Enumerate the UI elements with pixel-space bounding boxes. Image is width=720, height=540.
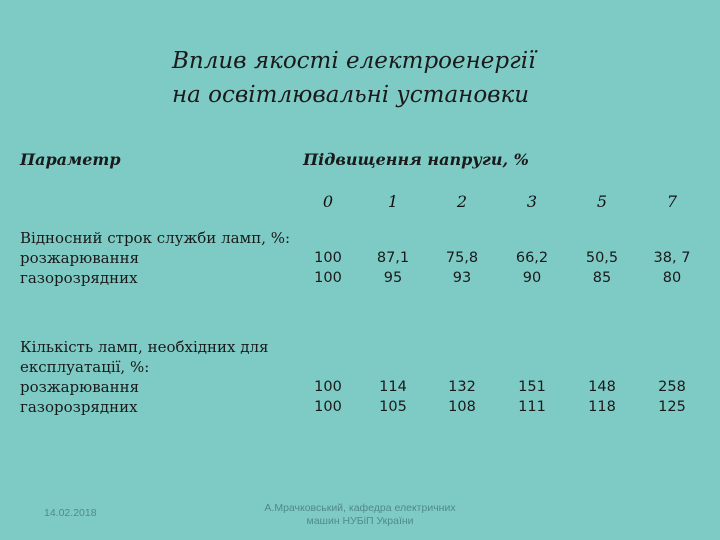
row-label-line: розжарювання xyxy=(20,378,140,396)
cell-discharge: 100 xyxy=(314,399,342,415)
row-label-line: газорозрядних xyxy=(20,398,138,416)
footer-date: 14.02.2018 xyxy=(44,507,97,519)
cell-incandescent: 50,5 xyxy=(585,250,619,266)
cell-discharge: 105 xyxy=(379,399,407,415)
table-cell xyxy=(432,248,492,288)
cell-incandescent: 100 xyxy=(314,250,342,266)
cell-discharge: 93 xyxy=(452,270,472,286)
row-label-line: експлуатації, %: xyxy=(20,358,150,376)
slide-title xyxy=(172,44,535,112)
title-line-2: на освітлювальні установки xyxy=(172,82,530,108)
parameter-header: Параметр xyxy=(20,150,121,169)
table-cell xyxy=(363,248,423,288)
footer-author-line-2: машин НУБіП України xyxy=(306,515,414,527)
table-cell xyxy=(298,377,358,417)
cell-incandescent: 100 xyxy=(314,379,342,395)
column-header-3: 3 xyxy=(526,192,538,211)
cell-discharge: 85 xyxy=(592,270,612,286)
cell-discharge: 95 xyxy=(383,270,403,286)
cell-discharge: 90 xyxy=(522,270,542,286)
cell-discharge: 100 xyxy=(314,270,342,286)
cell-discharge: 111 xyxy=(518,399,546,415)
footer-author xyxy=(240,502,480,528)
cell-incandescent: 38, 7 xyxy=(653,250,691,266)
table-cell xyxy=(502,377,562,417)
table-cell xyxy=(363,377,423,417)
cell-incandescent: 114 xyxy=(379,379,407,395)
cell-discharge: 108 xyxy=(448,399,476,415)
row-label-line: розжарювання xyxy=(20,249,140,267)
footer-author-line-1: А.Мрачковський, кафедра електричних xyxy=(264,502,456,514)
table-cell xyxy=(432,377,492,417)
column-header-2: 2 xyxy=(456,192,468,211)
table-cell xyxy=(572,248,632,288)
cell-incandescent: 87,1 xyxy=(376,250,410,266)
row-label-line: газорозрядних xyxy=(20,269,138,287)
column-header-5: 5 xyxy=(596,192,608,211)
voltage-increase-header: Підвищення напруги, % xyxy=(303,150,529,169)
cell-discharge: 80 xyxy=(662,270,682,286)
row-label-lamp-count xyxy=(20,337,268,417)
row-label-line: Відносний строк служби ламп, %: xyxy=(20,229,291,247)
table-cell xyxy=(642,377,702,417)
table-cell xyxy=(502,248,562,288)
cell-incandescent: 75,8 xyxy=(445,250,479,266)
title-line-1: Вплив якості електроенергії xyxy=(172,48,536,74)
cell-discharge: 125 xyxy=(658,399,686,415)
column-header-7: 7 xyxy=(666,192,678,211)
cell-incandescent: 132 xyxy=(448,379,476,395)
cell-incandescent: 148 xyxy=(588,379,616,395)
row-label-lamp-life xyxy=(20,228,290,288)
cell-discharge: 118 xyxy=(588,399,616,415)
column-header-1: 1 xyxy=(387,192,399,211)
cell-incandescent: 151 xyxy=(518,379,546,395)
row-label-line: Кількість ламп, необхідних для xyxy=(20,338,269,356)
table-cell xyxy=(642,248,702,288)
column-header-0: 0 xyxy=(322,192,334,211)
cell-incandescent: 258 xyxy=(658,379,686,395)
cell-incandescent: 66,2 xyxy=(515,250,549,266)
table-cell xyxy=(572,377,632,417)
table-cell xyxy=(298,248,358,288)
